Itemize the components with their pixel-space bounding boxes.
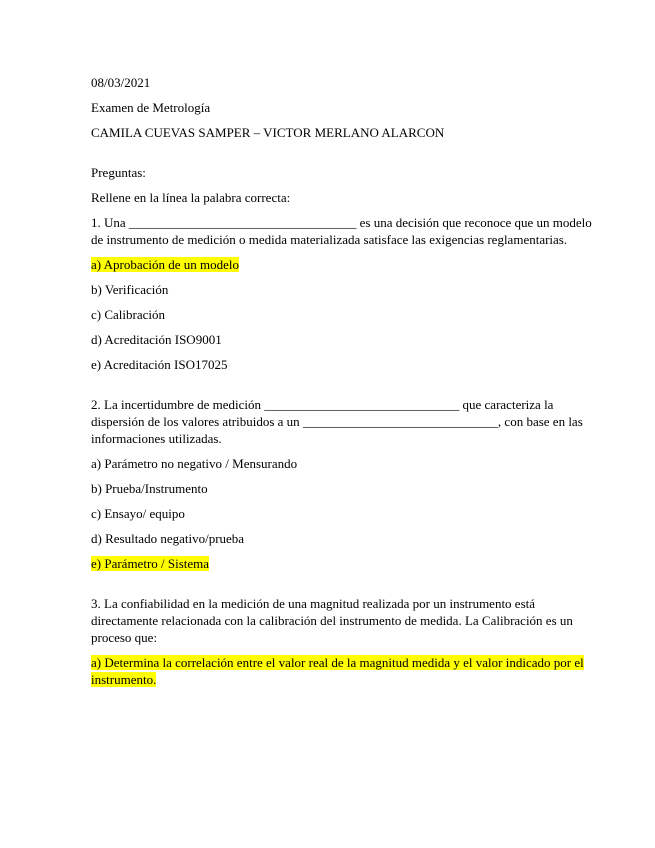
highlighted-answer: a) Determina la correlación entre el valor real de la magnitud medida y el valor indicado por el instrumento. [91, 655, 584, 687]
question-3 [91, 595, 595, 688]
option-item: a) Parámetro no negativo / Mensurando [91, 456, 298, 471]
question-text: 3. La confiabilidad en la medición de una magnitud realizada por un instrumento está directamente relacionada con la calibración del instrumento de medida. La Calibración es un proceso que: [91, 596, 573, 645]
highlighted-answer: a) Aprobación de un modelo [91, 257, 240, 272]
question-1 [91, 214, 595, 373]
option-item: c) Calibración [91, 307, 165, 322]
questions-label: Preguntas: [91, 165, 146, 180]
spacer [91, 381, 595, 396]
question-2 [91, 396, 595, 572]
question-text: 2. La incertidumbre de medición ______________________________ que caracteriza la dispersión de los valores atribuidos a un ______________________________, con base en las informaciones utilizadas. [91, 397, 583, 446]
question-text: 1. Una ___________________________________ es una decisión que reconoce que un modelo de instrumento de medición o medida materializada satisface las exigencias reglamentarias. [91, 215, 592, 247]
instruction-text: Rellene en la línea la palabra correcta: [91, 190, 291, 205]
option-item: b) Verificación [91, 282, 169, 297]
option-item [91, 256, 595, 273]
spacer [91, 149, 595, 164]
exam-authors: CAMILA CUEVAS SAMPER – VICTOR MERLANO ALARCON [91, 125, 445, 140]
option-item: e) Acreditación ISO17025 [91, 357, 228, 372]
option-item: c) Ensayo/ equipo [91, 506, 185, 521]
option-item [91, 654, 595, 688]
option-item: d) Acreditación ISO9001 [91, 332, 222, 347]
highlighted-answer: e) Parámetro / Sistema [91, 556, 210, 571]
option-item: b) Prueba/Instrumento [91, 481, 208, 496]
exam-date: 08/03/2021 [91, 75, 151, 90]
exam-title: Examen de Metrología [91, 100, 211, 115]
option-item: d) Resultado negativo/prueba [91, 531, 245, 546]
spacer [91, 580, 595, 595]
option-item [91, 555, 595, 572]
